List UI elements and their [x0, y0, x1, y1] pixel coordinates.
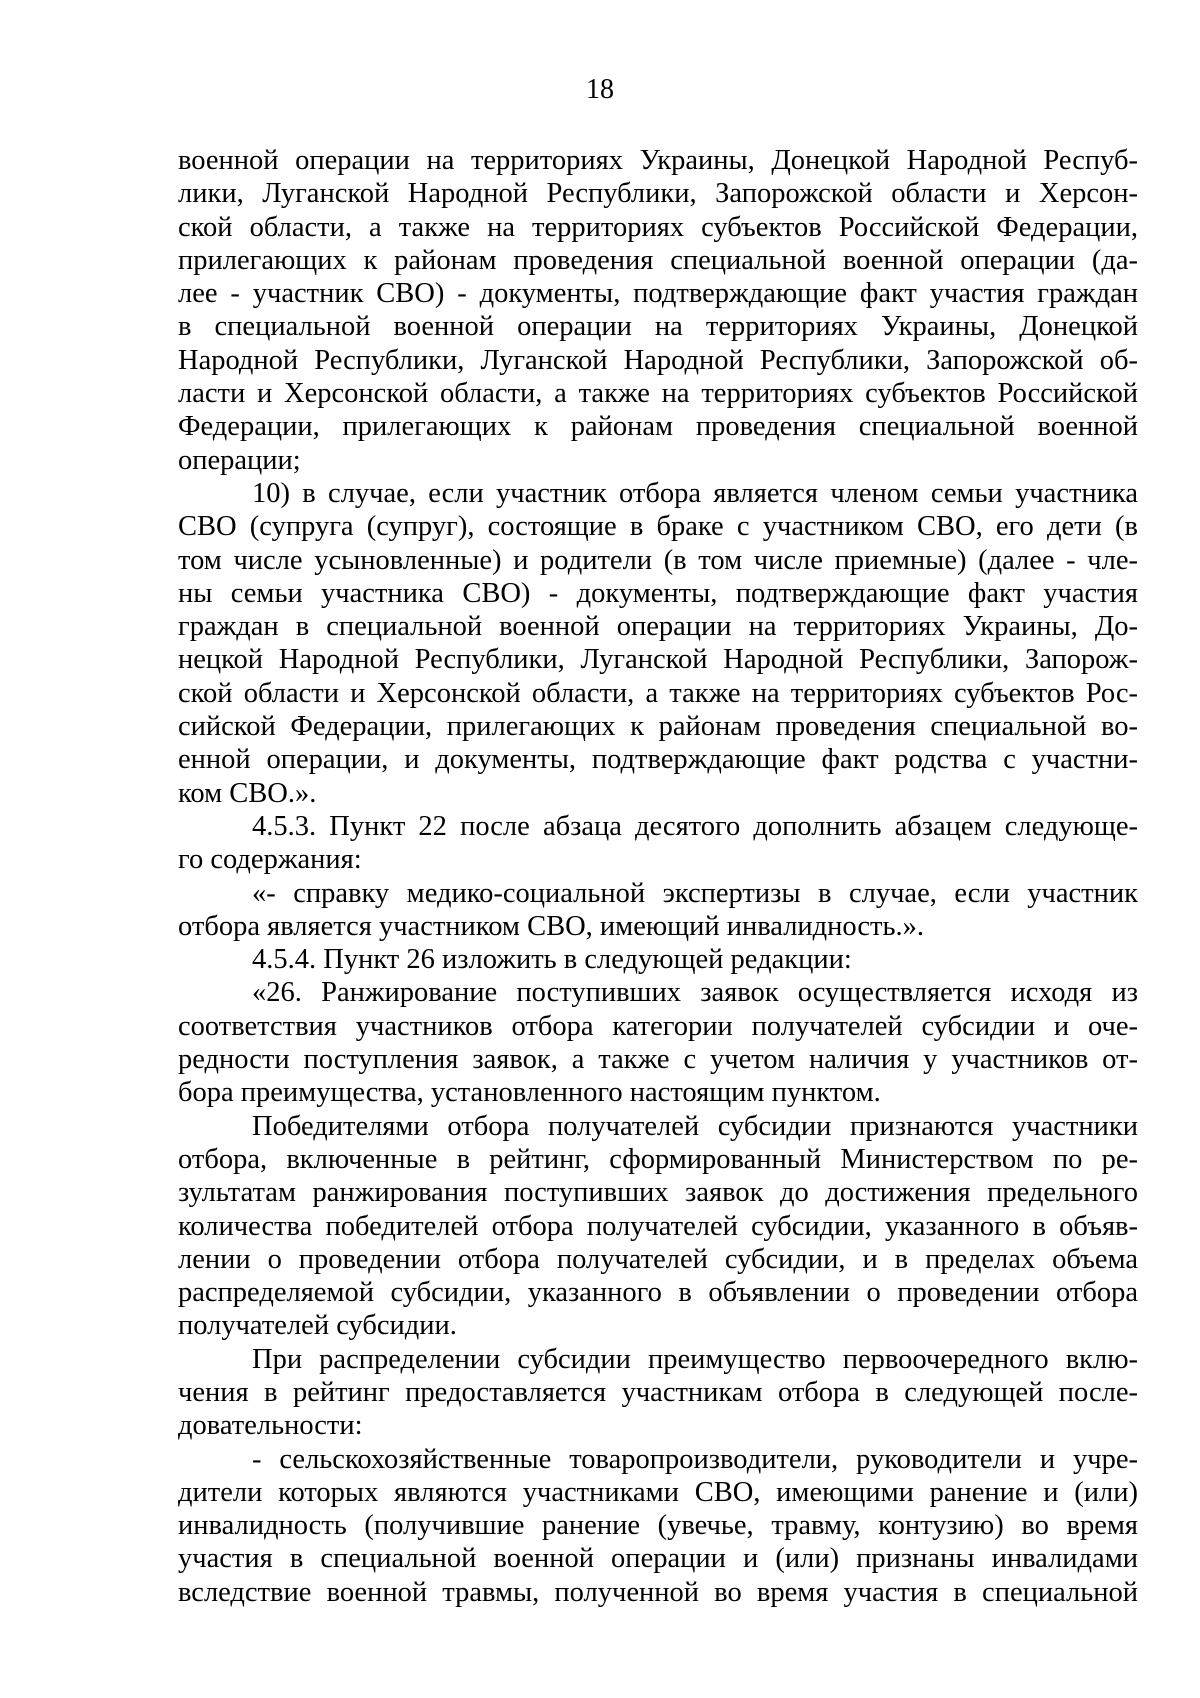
text-line: нецкой Народной Республики, Луганской Народной Республики, Запорож-	[178, 644, 1138, 676]
text-line: енной операции, и документы, подтверждающие факт родства с участни-	[178, 744, 1138, 776]
text-line: зультатам ранжирования поступивших заявок до достижения предельного	[178, 1177, 1138, 1209]
text-line: получателей субсидии.	[178, 1310, 457, 1342]
text-line: Народной Республики, Луганской Народной Республики, Запорожской об-	[178, 344, 1138, 376]
text-line: соответствия участников отбора категории получателей субсидии и оче-	[178, 1010, 1138, 1042]
text-line: - сельскохозяйственные товаропроизводители, руководители и учре-	[252, 1443, 1138, 1475]
text-line: сийской Федерации, прилегающих к районам проведения специальной во-	[178, 711, 1138, 743]
text-line: 4.5.3. Пункт 22 после абзаца десятого дополнить абзацем следующе-	[252, 810, 1138, 842]
text-line: «- справку медико-социальной экспертизы в случае, если участник	[252, 877, 1138, 909]
text-line: ны семьи участника СВО) - документы, подтверждающие факт участия	[178, 577, 1138, 609]
text-line: участия в специальной военной операции и (или) признаны инвалидами	[178, 1543, 1138, 1575]
text-line: в специальной военной операции на территориях Украины, Донецкой	[178, 311, 1138, 343]
text-line: отбора, включенные в рейтинг, сформированный Министерством по ре-	[178, 1143, 1138, 1175]
text-line: распределяемой субсидии, указанного в объявлении о проведении отбора	[178, 1277, 1138, 1309]
text-line: том числе усыновленные) и родители (в том числе приемные) (далее - чле-	[178, 544, 1138, 576]
text-line: 10) в случае, если участник отбора является членом семьи участника	[252, 477, 1138, 509]
text-line: лении о проведении отбора получателей субсидии, и в пределах объема	[178, 1243, 1138, 1275]
text-line: лики, Луганской Народной Республики, Запорожской области и Херсон-	[178, 178, 1138, 210]
text-line: СВО (супруга (супруг), состоящие в браке с участником СВО, его дети (в	[178, 511, 1138, 543]
text-line: довательности:	[178, 1410, 363, 1442]
text-line: операции;	[178, 444, 301, 476]
text-line: ласти и Херсонской области, а также на территориях субъектов Российской	[178, 378, 1138, 410]
text-line: бора преимущества, установленного настоящим пунктом.	[178, 1077, 881, 1109]
text-line: количества победителей отбора получателей субсидии, указанного в объяв-	[178, 1210, 1138, 1242]
text-line: ком СВО.».	[178, 777, 317, 809]
text-line: ской области, а также на территориях субъектов Российской Федерации,	[178, 211, 1138, 243]
text-line: лее - участник СВО) - документы, подтверждающие факт участия граждан	[178, 278, 1138, 310]
text-line: отбора является участником СВО, имеющий инвалидность.».	[178, 910, 924, 942]
text-line: вследствие военной травмы, полученной во время участия в специальной	[178, 1576, 1138, 1608]
text-line: редности поступления заявок, а также с учетом наличия у участников от-	[178, 1044, 1138, 1076]
text-line: дители которых являются участниками СВО, имеющими ранение и (или)	[178, 1476, 1138, 1508]
text-line: 4.5.4. Пункт 26 изложить в следующей редакции:	[252, 944, 852, 976]
text-line: «26. Ранжирование поступивших заявок осуществляется исходя из	[252, 977, 1138, 1009]
text-line: Победителями отбора получателей субсидии признаются участники	[252, 1110, 1138, 1142]
text-line: ской области и Херсонской области, а также на территориях субъектов Рос-	[178, 677, 1138, 709]
text-line: го содержания:	[178, 844, 362, 876]
document-body-text	[178, 144, 1138, 1609]
page-number: 18	[586, 74, 614, 105]
text-line: инвалидность (получившие ранение (увечье, травму, контузию) во время	[178, 1510, 1138, 1542]
text-line: чения в рейтинг предоставляется участникам отбора в следующей после-	[178, 1376, 1138, 1408]
text-line: военной операции на территориях Украины, Донецкой Народной Респуб-	[178, 145, 1138, 176]
text-line: прилегающих к районам проведения специальной военной операции (да-	[178, 244, 1138, 276]
text-line: граждан в специальной военной операции на территориях Украины, До-	[178, 611, 1138, 643]
text-line: Федерации, прилегающих к районам проведения специальной военной	[178, 411, 1138, 443]
text-line: При распределении субсидии преимущество первоочередного вклю-	[252, 1343, 1138, 1375]
